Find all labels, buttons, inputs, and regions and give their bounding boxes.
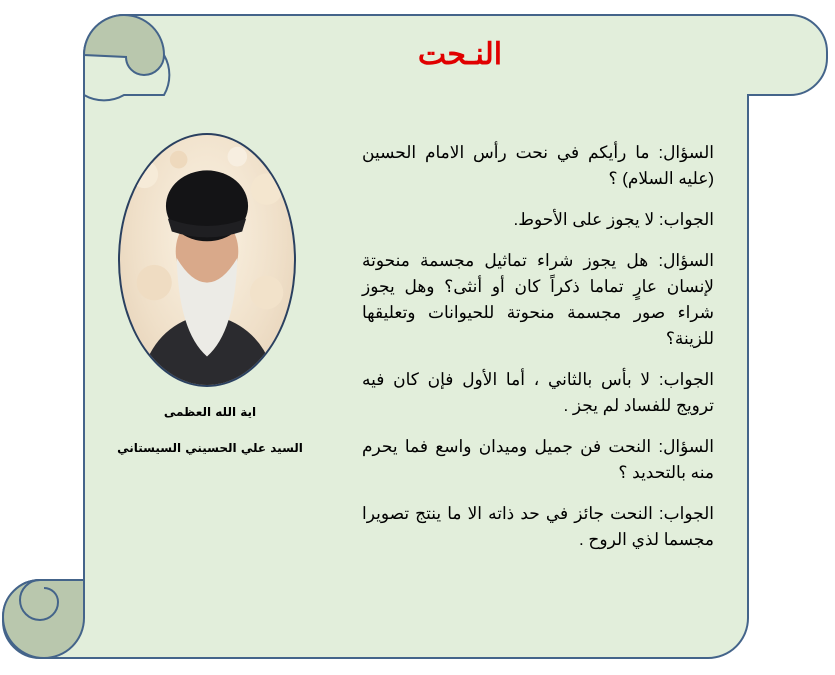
answer-2: الجواب: لا بأس بالثاني ، أما الأول فإن كان فيه ترويج للفساد لم يجز .	[362, 370, 714, 415]
page-title: النـحت	[417, 38, 503, 71]
qa-text-block	[362, 140, 714, 568]
answer-3: الجواب: النحت جائز في حد ذاته الا ما ينتج تصويرا مجسما لذي الروح .	[362, 504, 714, 549]
portrait-caption-title: اية الله العظمى	[163, 405, 257, 419]
question-1: السؤال: ما رأيكم في نحت رأس الامام الحسين (عليه السلام) ؟	[362, 143, 714, 188]
question-3: السؤال: النحت فن جميل وميدان واسع فما يحرم منه بالتحديد ؟	[362, 437, 714, 482]
portrait-caption-name: السيد علي الحسيني السيستاني	[117, 441, 303, 455]
portrait-photo-icon	[118, 133, 296, 387]
question-2: السؤال: هل يجوز شراء تماثيل مجسمة منحوتة لإنسان عارٍ تماما ذكراً كان أو أنثى؟ وهل يجوز شراء صور مجسمة منحوتة للحيوانات وتعليقها للزينة؟	[362, 251, 714, 348]
answer-1: الجواب: لا يجوز على الأحوط.	[513, 210, 714, 229]
